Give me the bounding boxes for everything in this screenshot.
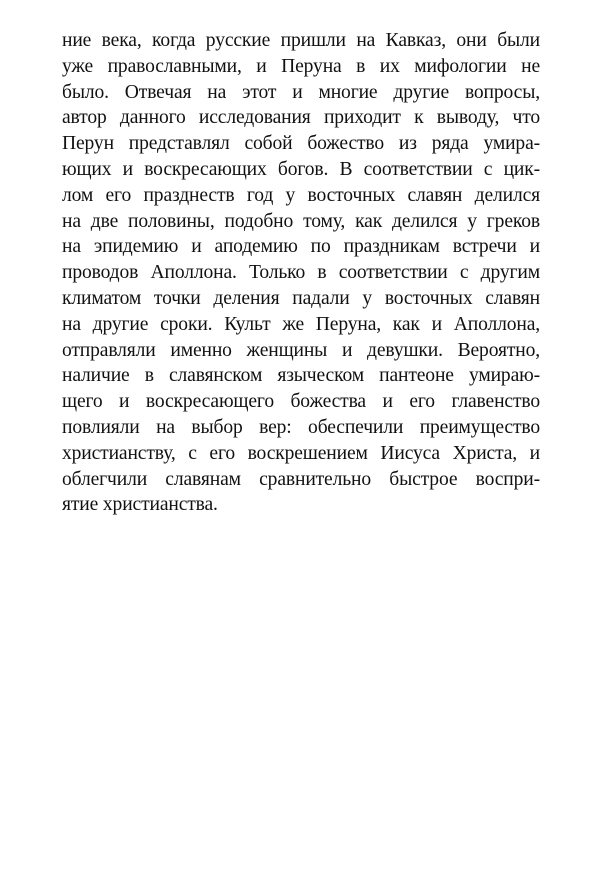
text-line: наличие в славянском языческом пантеоне умираю- [62,365,540,387]
text-line: щего и воскресающего божества и его главенство [62,391,540,413]
text-line: уже православными, и Перуна в их мифологии не [62,55,540,77]
text-line: автор данного исследования приходит к выводу, что [62,107,540,129]
text-line: лом его празднеств год у восточных славян делился [62,184,540,206]
text-line-last: ятие христианства. [62,494,218,516]
text-line: отправляли именно женщины и девушки. Вероятно, [62,339,540,361]
text-line: христианству, с его воскрешением Иисуса Христа, и [62,442,540,464]
body-paragraph [62,28,540,518]
text-line: на другие сроки. Культ же Перуна, как и Аполлона, [62,313,540,335]
text-line: на две половины, подобно тому, как делился у греков [62,210,540,232]
text-line: проводов Аполлона. Только в соответствии с другим [62,262,540,284]
text-line: климатом точки деления падали у восточных славян [62,287,540,309]
text-line: ние века, когда русские пришли на Кавказ, они были [62,30,540,51]
text-line: ющих и воскресающих богов. В соответствии с цик- [62,158,540,180]
text-line: облегчили славянам сравнительно быстрое воспри- [62,468,540,490]
text-line: Перун представлял собой божество из ряда умира- [62,133,540,155]
text-line: повлияли на выбор вер: обеспечили преимущество [62,416,540,438]
text-line: было. Отвечая на этот и многие другие вопросы, [62,81,540,103]
text-line: на эпидемию и аподемию по праздникам встречи и [62,236,540,258]
